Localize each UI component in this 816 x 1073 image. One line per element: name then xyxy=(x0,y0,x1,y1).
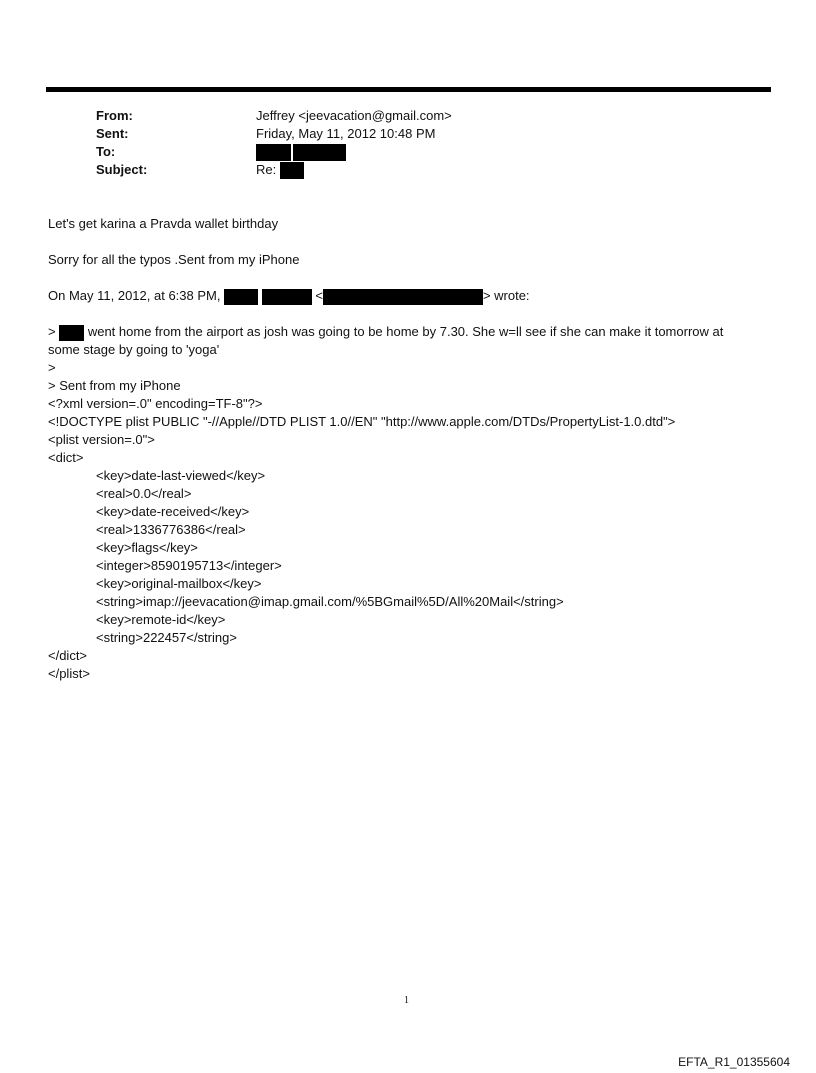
sent-value: Friday, May 11, 2012 10:48 PM xyxy=(256,126,436,141)
body-line-2: Sorry for all the typos .Sent from my iPhone xyxy=(48,252,300,267)
subject-prefix: Re: xyxy=(256,162,277,177)
xml-line: <key>date-received</key> xyxy=(96,504,250,519)
quoted-sent: > Sent from my iPhone xyxy=(48,378,181,393)
xml-line: <real>1336776386</real> xyxy=(96,522,246,537)
xml-line: <string>222457</string> xyxy=(96,630,237,645)
xml-line: <plist version=.0"> xyxy=(48,432,155,447)
subject-value xyxy=(256,161,304,179)
redaction-box xyxy=(262,289,312,305)
redaction-box xyxy=(224,289,258,305)
to-value xyxy=(256,143,346,161)
quoted-line-1 xyxy=(48,323,723,341)
xml-line: </dict> xyxy=(48,648,88,663)
from-value: Jeffrey <jeevacation@gmail.com> xyxy=(256,108,452,123)
page-number: 1 xyxy=(404,995,409,1006)
xml-line: <key>original-mailbox</key> xyxy=(96,576,262,591)
redaction-box xyxy=(256,144,291,161)
quote-intro-suffix: > wrote: xyxy=(482,288,530,303)
redaction-box xyxy=(59,325,84,341)
xml-line: <key>remote-id</key> xyxy=(96,612,226,627)
redaction-box xyxy=(280,162,304,179)
xml-line: <dict> xyxy=(48,450,84,465)
xml-line: <string>imap://jeevacation@imap.gmail.com/%5BGmail%5D/All%20Mail</string> xyxy=(96,594,564,609)
xml-line: <?xml version=.0" encoding=TF-8"?> xyxy=(48,396,263,411)
from-label: From: xyxy=(96,108,133,123)
xml-line: <key>date-last-viewed</key> xyxy=(96,468,266,483)
quote-intro-prefix: On May 11, 2012, at 6:38 PM, xyxy=(48,288,221,303)
subject-label: Subject: xyxy=(96,162,148,177)
header-rule xyxy=(46,87,771,92)
xml-line: <!DOCTYPE plist PUBLIC "-//Apple//DTD PLIST 1.0//EN" "http://www.apple.com/DTDs/PropertyList-1.0.dtd"> xyxy=(48,414,676,429)
quote-intro xyxy=(48,287,530,305)
redaction-box xyxy=(323,289,483,305)
xml-line: <key>flags</key> xyxy=(96,540,198,555)
quote-intro-lt: < xyxy=(315,288,323,303)
quoted-blank: > xyxy=(48,360,56,375)
body-line-1: Let's get karina a Pravda wallet birthday xyxy=(48,216,279,231)
sent-label: Sent: xyxy=(96,126,129,141)
quoted-gt: > xyxy=(48,324,56,339)
bates-number: EFTA_R1_01355604 xyxy=(678,1055,790,1069)
redaction-box xyxy=(293,144,346,161)
xml-line: </plist> xyxy=(48,666,90,681)
xml-line: <integer>8590195713</integer> xyxy=(96,558,282,573)
xml-line: <real>0.0</real> xyxy=(96,486,192,501)
to-label: To: xyxy=(96,144,116,159)
quoted-line-1-rest: went home from the airport as josh was going to be home by 7.30. She w=ll see if she can make it tomorrow at xyxy=(84,324,724,339)
quoted-line-1-cont: some stage by going to 'yoga' xyxy=(48,342,220,357)
